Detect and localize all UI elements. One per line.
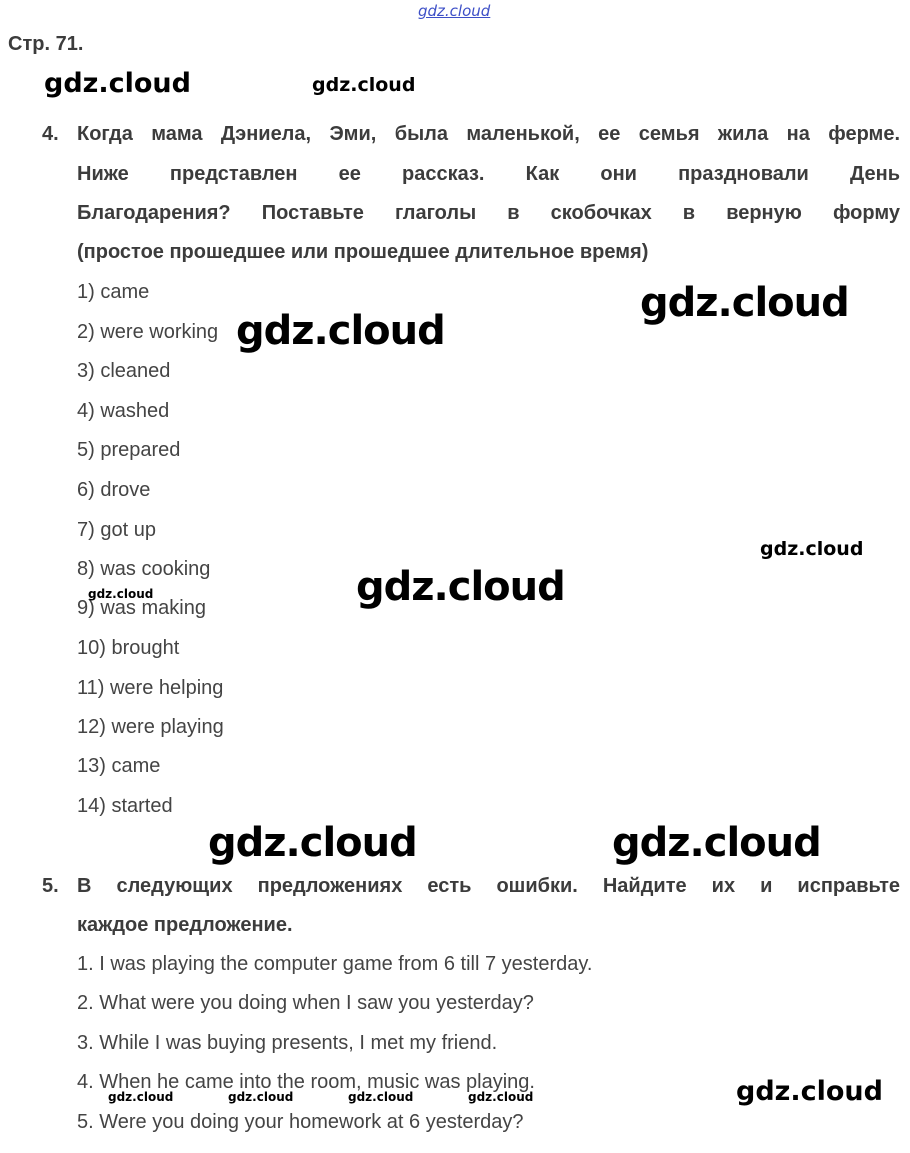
task-4-answer: 12) were playing (77, 716, 224, 738)
watermark: gdz.cloud (108, 1090, 174, 1104)
task-4-text-line: (простое прошедшее или прошедшее длительное время) (77, 241, 649, 263)
task-4-text-line: Ниже представлен ее рассказ. Как они праздновали День (77, 163, 900, 185)
task-4-answer: 4) washed (77, 400, 170, 422)
task-4-answer: 10) brought (77, 637, 180, 659)
task-4-number: 4. (42, 123, 59, 145)
watermark: gdz.cloud (612, 820, 821, 866)
watermark-link: gdz.cloud (418, 2, 491, 20)
watermark: gdz.cloud (736, 1076, 883, 1107)
task-4-text-line: Когда мама Дэниела, Эми, была маленькой, ее семья жила на ферме. (77, 123, 900, 145)
task-4-answer: 1) came (77, 281, 150, 303)
task-4-text-line: Благодарения? Поставьте глаголы в скобочках в верную форму (77, 202, 900, 224)
task-4-answer: 3) cleaned (77, 360, 171, 382)
task-4-answer: 7) got up (77, 519, 156, 541)
watermark: gdz.cloud (468, 1090, 534, 1104)
task-4-answer: 8) was cooking (77, 558, 211, 580)
watermark: gdz.cloud (236, 308, 445, 354)
task-4-answer: 9) was making (77, 597, 206, 619)
task-5-answer: 3. While I was buying presents, I met my friend. (77, 1032, 498, 1054)
task-5-text-line: В следующих предложениях есть ошибки. Найдите их и исправьте (77, 875, 900, 897)
watermark: gdz.cloud (228, 1090, 294, 1104)
task-5-answer: 5. Were you doing your homework at 6 yesterday? (77, 1111, 524, 1133)
task-4-answer: 6) drove (77, 479, 151, 501)
task-5-text-line: каждое предложение. (77, 914, 293, 936)
watermark: gdz.cloud (44, 68, 191, 99)
task-5-number: 5. (42, 875, 59, 897)
task-4-answer: 11) were helping (77, 677, 224, 699)
watermark: gdz.cloud (348, 1090, 414, 1104)
watermark: gdz.cloud (356, 564, 565, 610)
watermark: gdz.cloud (312, 74, 416, 96)
task-4-answer: 2) were working (77, 321, 219, 343)
task-4-answer: 13) came (77, 755, 161, 777)
task-5-answer: 1. I was playing the computer game from 6 till 7 yesterday. (77, 953, 593, 975)
task-5-answer: 4. When he came into the room, music was playing. (77, 1071, 535, 1093)
task-5-answer: 2. What were you doing when I saw you yesterday? (77, 992, 534, 1014)
watermark: gdz.cloud (640, 280, 849, 326)
task-4-answer: 14) started (77, 795, 173, 817)
task-4-answer: 5) prepared (77, 439, 181, 461)
watermark: gdz.cloud (208, 820, 417, 866)
page-reference: Стр. 71. (8, 33, 84, 55)
watermark: gdz.cloud (88, 587, 154, 601)
watermark: gdz.cloud (760, 538, 864, 560)
